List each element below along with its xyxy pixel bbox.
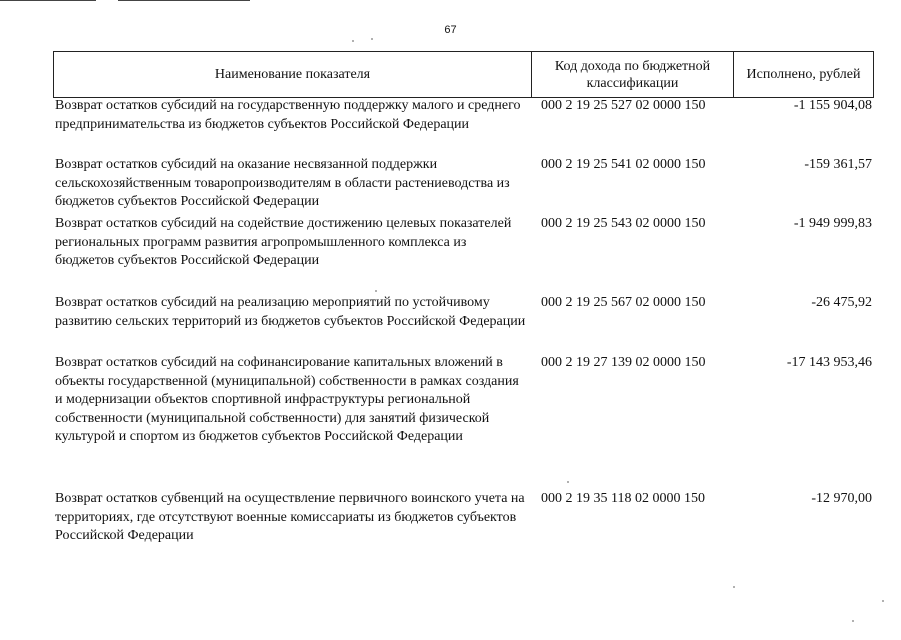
row-amount: -17 143 953,46 xyxy=(786,355,872,370)
scan-speck xyxy=(852,620,854,622)
row-name: Возврат остатков субсидий на реализацию мероприятий по устойчивому развитию сельских территорий из бюджетов субъектов Российской Федерации xyxy=(55,295,526,329)
scan-speck xyxy=(352,40,354,42)
row-name: Возврат остатков субсидий на оказание несвязанной поддержки сельскохозяйственным товаропроизводителям в области растениеводства из бюджетов субъектов Российской Федерации xyxy=(55,157,510,209)
row-amount: -26 475,92 xyxy=(811,295,872,310)
scan-speck xyxy=(882,600,884,602)
row-amount: -12 970,00 xyxy=(811,491,872,506)
row-amount: -1 155 904,08 xyxy=(793,98,872,113)
row-code: 000 2 19 35 118 02 0000 150 xyxy=(541,491,705,506)
table-header xyxy=(53,51,874,98)
row-name: Возврат остатков субвенций на осуществление первичного воинского учета на территориях, где отсутствуют военные комиссариаты из бюджетов субъектов Российской Федерации xyxy=(55,491,525,543)
column-header-amount: Исполнено, рублей xyxy=(746,67,861,82)
row-code: 000 2 19 25 527 02 0000 150 xyxy=(541,98,706,113)
scan-edge-line xyxy=(118,0,250,1)
row-amount: -159 361,57 xyxy=(804,157,872,172)
row-code: 000 2 19 27 139 02 0000 150 xyxy=(541,355,706,370)
column-header-code: Код дохода по бюджетной классификации xyxy=(532,52,734,97)
row-amount: -1 949 999,83 xyxy=(793,216,872,231)
scan-speck xyxy=(733,586,735,588)
row-code: 000 2 19 25 543 02 0000 150 xyxy=(541,216,706,231)
row-name: Возврат остатков субсидий на содействие достижению целевых показателей региональных программ развития агропромышленного комплекса из бюджетов субъектов Российской Федерации xyxy=(55,216,512,268)
column-header-name: Наименование показателя xyxy=(54,52,532,97)
scan-speck xyxy=(567,481,569,483)
scan-edge-line xyxy=(0,0,96,1)
row-name: Возврат остатков субсидий на государственную поддержку малого и среднего предпринимательства из бюджетов субъектов Российской Федерации xyxy=(55,98,521,132)
page-number: 67 xyxy=(444,24,457,36)
row-code: 000 2 19 25 567 02 0000 150 xyxy=(541,295,706,310)
row-name: Возврат остатков субсидий на софинансирование капитальных вложений в объекты государственной (муниципальной) собственности в рамках создания и модернизации объектов спортивной инфраструктуры региональной собственности (муниципальной собственности) для занятий физической культурой и спортом из бюджетов субъектов Российской Федерации xyxy=(55,355,519,444)
scan-speck xyxy=(371,38,373,40)
row-code: 000 2 19 25 541 02 0000 150 xyxy=(541,157,706,172)
scan-speck xyxy=(375,290,377,292)
